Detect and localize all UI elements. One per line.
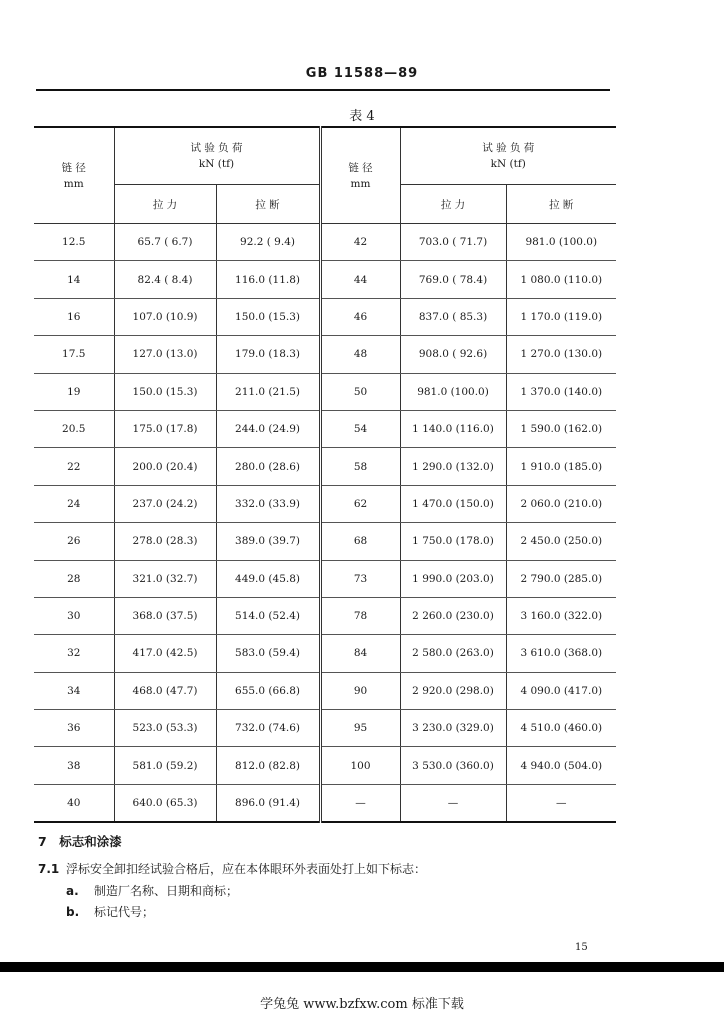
clause-7-1 [38, 860, 426, 877]
tension-header-right: 拉 力 [400, 185, 506, 224]
break-value-left: 732.0 (74.6) [216, 710, 320, 747]
break-value-right: 1 170.0 (119.0) [506, 298, 616, 335]
table-body [34, 224, 616, 823]
table-row [34, 597, 616, 634]
break-value-left: 332.0 (33.9) [216, 485, 320, 522]
break-value-left: 449.0 (45.8) [216, 560, 320, 597]
table-row [34, 485, 616, 522]
item-a-label: a. [66, 884, 79, 898]
tension-value-left: 640.0 (65.3) [114, 784, 216, 822]
break-value-right: 4 510.0 (460.0) [506, 710, 616, 747]
chain-diameter-left: 14 [34, 261, 114, 298]
tension-value-left: 200.0 (20.4) [114, 448, 216, 485]
break-value-left: 389.0 (39.7) [216, 523, 320, 560]
tension-value-right: 1 470.0 (150.0) [400, 485, 506, 522]
break-value-right: 1 080.0 (110.0) [506, 261, 616, 298]
test-load-unit: kN (tf) [198, 158, 235, 170]
table-row [34, 560, 616, 597]
test-load-label: 试 验 负 荷 [482, 142, 535, 154]
item-a-text: 制造厂名称、日期和商标； [94, 884, 239, 898]
table-row [34, 373, 616, 410]
chain-diameter-left: 38 [34, 747, 114, 784]
tension-value-left: 237.0 (24.2) [114, 485, 216, 522]
test-load-table [34, 126, 616, 823]
break-value-right: 4 940.0 (504.0) [506, 747, 616, 784]
tension-value-right: 2 580.0 (263.0) [400, 635, 506, 672]
clause-number: 7.1 [38, 862, 60, 876]
break-value-left: 211.0 (21.5) [216, 373, 320, 410]
table-row [34, 784, 616, 822]
tension-value-left: 82.4 ( 8.4) [114, 261, 216, 298]
test-load-label: 试 验 负 荷 [190, 142, 243, 154]
clause-text: 浮标安全卸扣经试验合格后，应在本体眼环外表面处打上如下标志： [66, 862, 427, 876]
break-header-left: 拉 断 [216, 185, 320, 224]
chain-diameter-right: 50 [320, 373, 400, 410]
table-row [34, 298, 616, 335]
break-value-right: 4 090.0 (417.0) [506, 672, 616, 709]
chain-diameter-label: 链 径 [348, 161, 373, 174]
table-row [34, 261, 616, 298]
table-row [34, 710, 616, 747]
tension-value-left: 278.0 (28.3) [114, 523, 216, 560]
break-value-left: 244.0 (24.9) [216, 410, 320, 447]
break-value-left: 896.0 (91.4) [216, 784, 320, 822]
chain-diameter-left: 40 [34, 784, 114, 822]
table-row [34, 336, 616, 373]
chain-diameter-left: 17.5 [34, 336, 114, 373]
chain-diameter-right: 68 [320, 523, 400, 560]
break-value-right: — [506, 784, 616, 822]
table-title: 表 4 [349, 109, 375, 124]
chain-diameter-right: 73 [320, 560, 400, 597]
tension-value-right: 981.0 (100.0) [400, 373, 506, 410]
chain-diameter-right: 62 [320, 485, 400, 522]
chain-diameter-right: 42 [320, 224, 400, 261]
chain-diameter-left: 28 [34, 560, 114, 597]
tension-value-right: 908.0 ( 92.6) [400, 336, 506, 373]
break-value-left: 150.0 (15.3) [216, 298, 320, 335]
table-row [34, 448, 616, 485]
tension-value-right: 1 290.0 (132.0) [400, 448, 506, 485]
chain-diameter-right: — [320, 784, 400, 822]
footer-watermark: 学兔兔 www.bzfxw.com 标准下载 [260, 997, 464, 1012]
chain-diameter-right: 48 [320, 336, 400, 373]
footer-band [0, 962, 724, 972]
chain-diameter-header-left [34, 127, 114, 224]
table-row [34, 747, 616, 784]
break-value-right: 981.0 (100.0) [506, 224, 616, 261]
break-value-left: 280.0 (28.6) [216, 448, 320, 485]
header-row-top [34, 127, 616, 185]
tension-value-left: 175.0 (17.8) [114, 410, 216, 447]
chain-diameter-right: 95 [320, 710, 400, 747]
chain-diameter-left: 32 [34, 635, 114, 672]
tension-value-right: 2 920.0 (298.0) [400, 672, 506, 709]
test-load-unit: kN (tf) [490, 158, 526, 170]
item-b [66, 903, 154, 920]
break-value-left: 812.0 (82.8) [216, 747, 320, 784]
chain-diameter-right: 58 [320, 448, 400, 485]
chain-diameter-left: 12.5 [34, 224, 114, 261]
test-load-header-left [114, 127, 320, 185]
chain-diameter-right: 44 [320, 261, 400, 298]
chain-diameter-header-right [320, 127, 400, 224]
tension-value-right: 3 530.0 (360.0) [400, 747, 506, 784]
tension-value-right: 2 260.0 (230.0) [400, 597, 506, 634]
table-row [34, 224, 616, 261]
break-value-right: 2 450.0 (250.0) [506, 523, 616, 560]
tension-value-right: 1 750.0 (178.0) [400, 523, 506, 560]
chain-diameter-right: 46 [320, 298, 400, 335]
table-row [34, 672, 616, 709]
break-value-right: 1 590.0 (162.0) [506, 410, 616, 447]
chain-diameter-left: 16 [34, 298, 114, 335]
chain-diameter-left: 22 [34, 448, 114, 485]
header-rule [36, 89, 610, 91]
break-value-right: 1 370.0 (140.0) [506, 373, 616, 410]
chain-diameter-label: 链 径 [61, 161, 86, 174]
chain-diameter-unit: mm [350, 177, 371, 190]
break-value-right: 3 160.0 (322.0) [506, 597, 616, 634]
tension-value-right: — [400, 784, 506, 822]
break-value-right: 2 060.0 (210.0) [506, 485, 616, 522]
chain-diameter-left: 20.5 [34, 410, 114, 447]
item-b-label: b. [66, 905, 80, 919]
tension-value-left: 417.0 (42.5) [114, 635, 216, 672]
test-load-header-right [400, 127, 616, 185]
tension-value-right: 703.0 ( 71.7) [400, 224, 506, 261]
chain-diameter-right: 54 [320, 410, 400, 447]
tension-value-left: 150.0 (15.3) [114, 373, 216, 410]
tension-value-left: 581.0 (59.2) [114, 747, 216, 784]
chain-diameter-right: 90 [320, 672, 400, 709]
break-value-left: 655.0 (66.8) [216, 672, 320, 709]
page-number: 15 [575, 942, 588, 953]
tension-value-right: 769.0 ( 78.4) [400, 261, 506, 298]
table-row [34, 410, 616, 447]
chain-diameter-unit: mm [63, 177, 84, 190]
tension-value-right: 1 990.0 (203.0) [400, 560, 506, 597]
chain-diameter-right: 100 [320, 747, 400, 784]
break-value-left: 92.2 ( 9.4) [216, 224, 320, 261]
chain-diameter-left: 26 [34, 523, 114, 560]
break-value-left: 514.0 (52.4) [216, 597, 320, 634]
break-value-right: 3 610.0 (368.0) [506, 635, 616, 672]
chain-diameter-left: 30 [34, 597, 114, 634]
break-header-right: 拉 断 [506, 185, 616, 224]
tension-value-left: 468.0 (47.7) [114, 672, 216, 709]
section-7-heading: 7 标志和涂漆 [38, 834, 122, 849]
chain-diameter-left: 24 [34, 485, 114, 522]
chain-diameter-left: 19 [34, 373, 114, 410]
table-row [34, 635, 616, 672]
standard-number: GB 11588—89 [305, 66, 419, 81]
tension-header-left: 拉 力 [114, 185, 216, 224]
break-value-right: 2 790.0 (285.0) [506, 560, 616, 597]
item-a [66, 882, 238, 899]
tension-value-left: 368.0 (37.5) [114, 597, 216, 634]
break-value-left: 583.0 (59.4) [216, 635, 320, 672]
tension-value-right: 1 140.0 (116.0) [400, 410, 506, 447]
tension-value-right: 837.0 ( 85.3) [400, 298, 506, 335]
tension-value-left: 107.0 (10.9) [114, 298, 216, 335]
break-value-right: 1 270.0 (130.0) [506, 336, 616, 373]
chain-diameter-right: 84 [320, 635, 400, 672]
tension-value-left: 65.7 ( 6.7) [114, 224, 216, 261]
chain-diameter-left: 34 [34, 672, 114, 709]
table-row [34, 523, 616, 560]
break-value-left: 116.0 (11.8) [216, 261, 320, 298]
tension-value-left: 321.0 (32.7) [114, 560, 216, 597]
item-b-text: 标记代号； [94, 905, 155, 919]
tension-value-left: 127.0 (13.0) [114, 336, 216, 373]
break-value-left: 179.0 (18.3) [216, 336, 320, 373]
chain-diameter-right: 78 [320, 597, 400, 634]
chain-diameter-left: 36 [34, 710, 114, 747]
tension-value-right: 3 230.0 (329.0) [400, 710, 506, 747]
break-value-right: 1 910.0 (185.0) [506, 448, 616, 485]
tension-value-left: 523.0 (53.3) [114, 710, 216, 747]
